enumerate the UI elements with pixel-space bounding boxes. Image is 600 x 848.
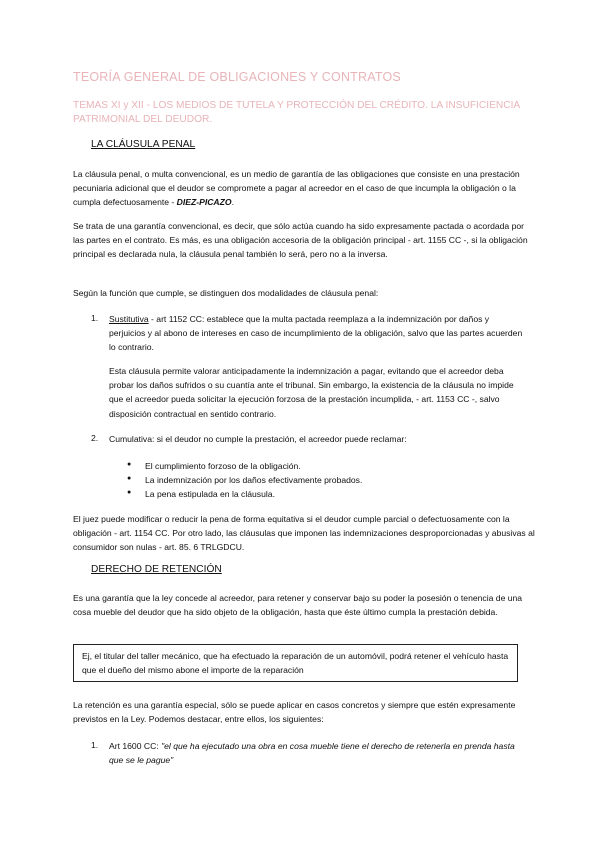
section-heading-derecho-retencion: DERECHO DE RETENCIÓN: [91, 564, 222, 575]
paragraph-retencion-especial: La retención es una garantía especial, sólo se puede aplicar en casos concretos y siempre que estén expresamente previstos en la Ley. Podemos destacar, entre ellos, los siguientes:: [73, 700, 516, 725]
document-subtitle: TEMAS XI y XII - LOS MEDIOS DE TUTELA Y PROTECCIÓN DEL CRÉDITO. LA INSUFICIENCIA PATRIMONIAL DEL DEUDOR.: [73, 100, 520, 125]
paragraph-juez: El juez puede modificar o reducir la pena de forma equitativa si el deudor cumple parcial o defectuosamente con la obligación - art. 1154 CC. Por otro lado, las cláusulas que imponen las indemnizaciones desproporcionadas y abusivas al consumidor son nulas - art. 85. 6 TRLGDCU.: [73, 514, 535, 553]
list-item-cumulativa: Cumulativa: si el deudor no cumple la prestación, el acreedor puede reclamar:: [109, 434, 407, 444]
paragraph-definition-text: La cláusula penal, o multa convencional, es un medio de garantía de las obligaciones que consiste en una prestación pecuniaria adicional que el deudor se compromete a pagar al acreedor en el caso de que incumpla la obligación o la cumpla defectuosamente -: [73, 169, 520, 208]
list-item-sustitutiva-text: - art 1152 CC: establece que la multa pactada reemplaza a la indemnización por daños y perjuicios y al abono de intereses en caso de incumplimiento de la obligación, salvo que las partes acuerden lo contrario.: [109, 314, 523, 353]
list-item-sustitutiva: [109, 312, 523, 355]
list-item-art-1600: [109, 739, 529, 767]
article-quote: "el que ha ejecutado una obra en cosa mueble tiene el derecho de retenerla en prenda hasta que se le pague": [109, 741, 515, 766]
list-number-1: 1.: [91, 740, 99, 750]
bullet-icon: ●: [127, 461, 132, 468]
example-box: Ej, el titular del taller mecánico, que ha efectuado la reparación de un automóvil, podrá retener el vehículo hasta que el dueño del mismo abone el importe de la reparación: [73, 644, 518, 682]
bullet-item: La indemnización por los daños efectivamente probados.: [145, 475, 363, 485]
author-citation: DIEZ-PICAZO: [176, 197, 232, 208]
list-number-1: 1.: [91, 313, 99, 323]
paragraph-modalidades: Según la función que cumple, se distinguen dos modalidades de cláusula penal:: [73, 288, 379, 298]
term-sustitutiva: Sustitutiva: [109, 314, 149, 324]
document-title: TEORÍA GENERAL DE OBLIGACIONES Y CONTRATOS: [73, 70, 401, 84]
bullet-icon: ●: [127, 475, 132, 482]
paragraph-convencional: Se trata de una garantía convencional, es decir, que sólo actúa cuando ha sido expresamente pactada o acordada por las partes en el contrato. Es más, es una obligación accesoria de la obligación principal - art. 1155 CC -, si la obligación principal es declarada nula, la cláusula penal también lo será, pero no a la inversa.: [73, 221, 528, 260]
section-heading-clausula-penal: LA CLÁUSULA PENAL: [91, 139, 196, 150]
paragraph-retencion-definition: Es una garantía que la ley concede al acreedor, para retener y conservar bajo su poder la posesión o tenencia de una cosa mueble del deudor que ha sido objeto de la obligación, hasta que éste último cumpla la prestación debida.: [73, 593, 523, 618]
list-number-2: 2.: [91, 433, 99, 443]
bullet-icon: ●: [127, 489, 132, 496]
paragraph-definition-end: .: [231, 197, 234, 208]
article-reference: Art 1600 CC:: [109, 741, 162, 751]
bullet-item: El cumplimiento forzoso de la obligación.: [145, 461, 301, 471]
paragraph-sustitutiva-detail: Esta cláusula permite valorar anticipadamente la indemnización a pagar, evitando que el acreedor deba probar los daños sufridos o su cuantía ante el tribunal. Sin embargo, la existencia de la cláusula no impide que el acreedor pueda solicitar la ejecución forzosa de la prestación incumplida, - art. 1153 CC -, salvo disposición contractual en sentido contrario.: [109, 366, 514, 419]
bullet-item: La pena estipulada en la cláusula.: [145, 489, 275, 499]
paragraph-definition: [73, 167, 535, 210]
